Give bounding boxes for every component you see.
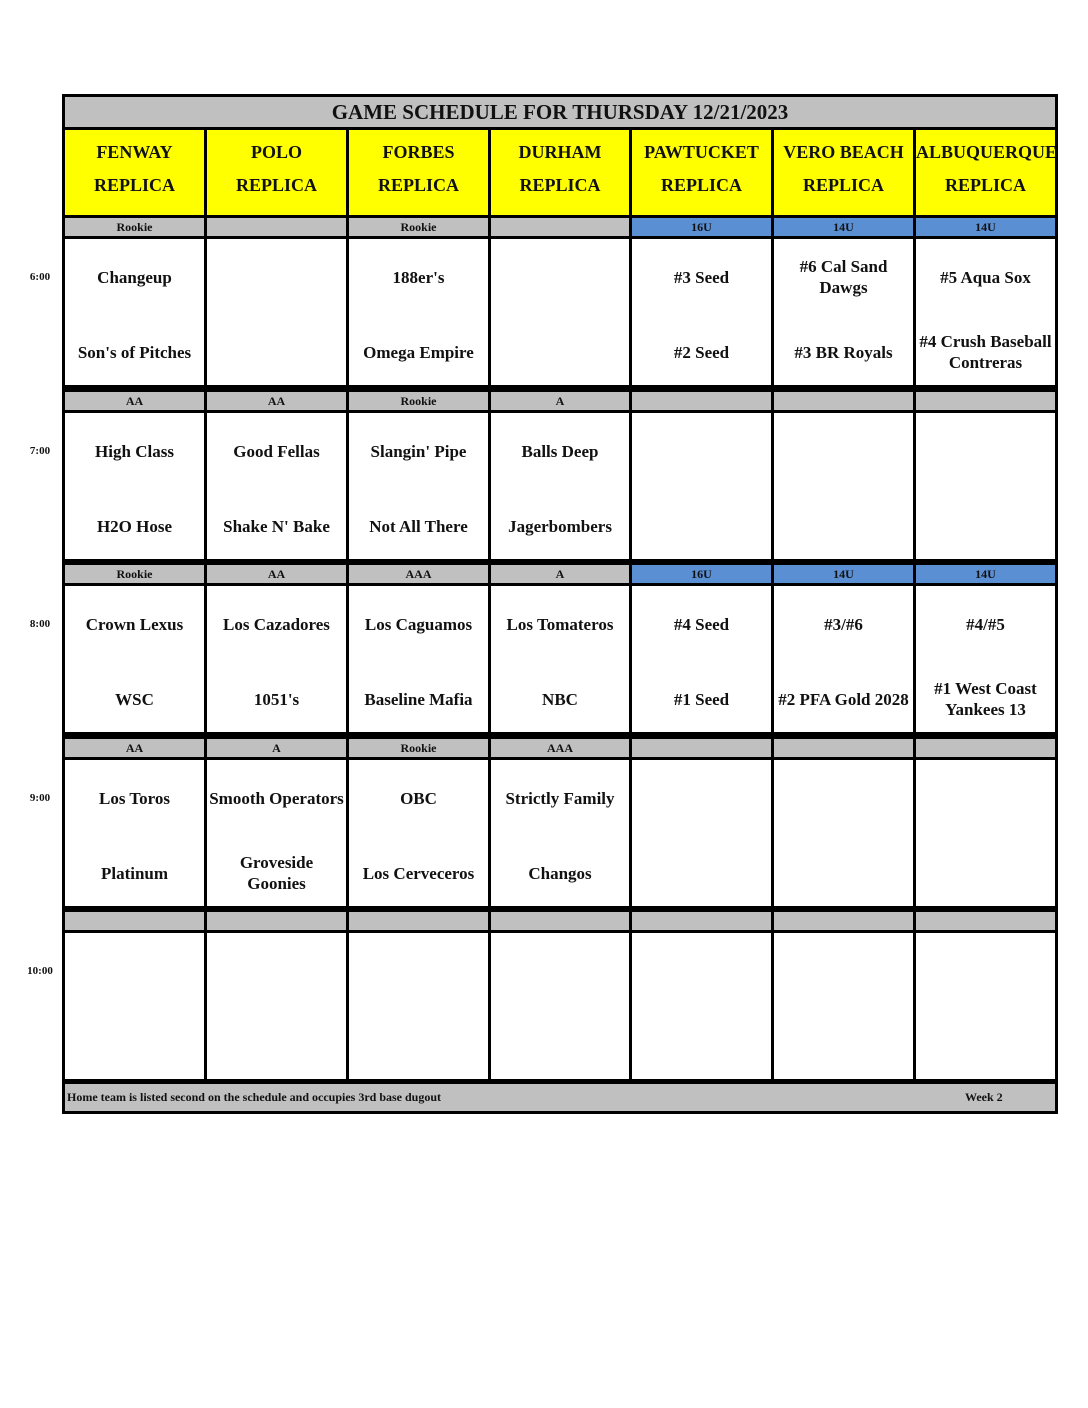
home-team: Changos bbox=[528, 863, 592, 883]
game-cell bbox=[491, 586, 629, 732]
field-sub: REPLICA bbox=[235, 175, 317, 195]
division-label: AAA bbox=[491, 739, 629, 757]
game-cell bbox=[349, 239, 488, 385]
home-team: Baseline Mafia bbox=[364, 689, 473, 709]
field-name: POLO bbox=[250, 142, 302, 162]
home-team: Groveside Goonies bbox=[239, 853, 314, 893]
away-team: Balls Deep bbox=[521, 441, 599, 461]
away-team: Changeup bbox=[97, 267, 172, 287]
away-team: #4 Seed bbox=[673, 614, 730, 634]
division-label: 16U bbox=[632, 565, 771, 583]
footer-bar bbox=[65, 1084, 1055, 1111]
field-sub: REPLICA bbox=[377, 175, 459, 195]
division-label bbox=[632, 392, 771, 410]
game-cell bbox=[491, 933, 629, 1079]
field-header bbox=[491, 130, 629, 215]
away-team: #5 Aqua Sox bbox=[940, 267, 1031, 287]
away-team bbox=[209, 249, 344, 305]
home-team: Los Cerveceros bbox=[362, 863, 475, 883]
division-label bbox=[491, 218, 629, 236]
game-cell bbox=[774, 586, 913, 732]
home-team: Jagerbombers bbox=[508, 516, 612, 536]
game-cell bbox=[916, 760, 1055, 906]
away-team: OBC bbox=[400, 788, 437, 808]
schedule-table bbox=[62, 94, 1058, 1114]
home-team bbox=[634, 845, 769, 901]
game-cell bbox=[774, 413, 913, 559]
away-team bbox=[776, 770, 911, 826]
home-team bbox=[209, 1018, 344, 1074]
game-cell bbox=[491, 239, 629, 385]
field-sub: REPLICA bbox=[944, 175, 1026, 195]
home-team: #2 Seed bbox=[673, 342, 730, 362]
home-team: WSC bbox=[115, 689, 154, 709]
home-team bbox=[918, 845, 1053, 901]
field-name: FORBES bbox=[382, 142, 455, 162]
division-label bbox=[207, 218, 346, 236]
away-team: Los Caguamos bbox=[364, 614, 473, 634]
field-sub: REPLICA bbox=[802, 175, 884, 195]
game-cell bbox=[632, 239, 771, 385]
game-cell bbox=[349, 413, 488, 559]
away-team bbox=[493, 249, 627, 305]
away-team: #3/#6 bbox=[824, 614, 863, 634]
game-cell bbox=[491, 760, 629, 906]
division-label bbox=[916, 739, 1055, 757]
field-name: FENWAY bbox=[96, 142, 173, 162]
field-header bbox=[349, 130, 488, 215]
away-team bbox=[776, 943, 911, 999]
game-cell bbox=[491, 413, 629, 559]
away-team: #6 Cal Sand Dawgs bbox=[799, 257, 888, 297]
game-cell bbox=[916, 239, 1055, 385]
division-label: A bbox=[491, 392, 629, 410]
game-cell bbox=[207, 586, 346, 732]
away-team: Los Toros bbox=[98, 788, 171, 808]
time-label: 9:00 bbox=[29, 792, 51, 804]
time-label: 7:00 bbox=[29, 445, 51, 457]
away-team bbox=[634, 770, 769, 826]
division-label: 16U bbox=[632, 218, 771, 236]
division-label: AA bbox=[65, 739, 204, 757]
home-team bbox=[493, 324, 627, 380]
division-label bbox=[349, 912, 488, 930]
field-sub: REPLICA bbox=[93, 175, 175, 195]
home-team: #3 BR Royals bbox=[794, 342, 893, 362]
division-label bbox=[65, 912, 204, 930]
home-team: #1 Seed bbox=[673, 689, 730, 709]
division-label: AA bbox=[207, 565, 346, 583]
division-label: Rookie bbox=[65, 218, 204, 236]
home-team bbox=[776, 1018, 911, 1074]
game-cell bbox=[632, 760, 771, 906]
home-team: 1051's bbox=[253, 689, 300, 709]
schedule-title: GAME SCHEDULE FOR THURSDAY 12/21/2023 bbox=[65, 97, 1055, 127]
division-label: AAA bbox=[349, 565, 488, 583]
away-team bbox=[918, 423, 1053, 479]
field-sub: REPLICA bbox=[519, 175, 601, 195]
division-label: AA bbox=[207, 392, 346, 410]
home-team: #2 PFA Gold 2028 bbox=[778, 689, 909, 709]
away-team: Los Cazadores bbox=[223, 614, 330, 634]
division-label bbox=[774, 912, 913, 930]
home-team: Not All There bbox=[369, 516, 468, 536]
field-header bbox=[207, 130, 346, 215]
away-team bbox=[351, 943, 486, 999]
division-label: 14U bbox=[916, 565, 1055, 583]
home-team bbox=[918, 498, 1053, 554]
division-label bbox=[207, 912, 346, 930]
field-sub: REPLICA bbox=[660, 175, 742, 195]
game-cell bbox=[774, 933, 913, 1079]
game-cell bbox=[207, 239, 346, 385]
division-label: AA bbox=[65, 392, 204, 410]
field-name: PAWTUCKET bbox=[644, 142, 759, 162]
division-label: A bbox=[491, 565, 629, 583]
division-label bbox=[916, 912, 1055, 930]
field-header bbox=[916, 130, 1058, 215]
home-team bbox=[776, 498, 911, 554]
away-team: Crown Lexus bbox=[85, 614, 184, 634]
away-team bbox=[209, 943, 344, 999]
game-cell bbox=[349, 760, 488, 906]
division-label: Rookie bbox=[65, 565, 204, 583]
division-label: 14U bbox=[916, 218, 1055, 236]
home-team bbox=[351, 1018, 486, 1074]
game-cell bbox=[916, 586, 1055, 732]
division-label bbox=[632, 912, 771, 930]
home-team bbox=[67, 1018, 202, 1074]
away-team: Slangin' Pipe bbox=[370, 441, 467, 461]
away-team: #3 Seed bbox=[673, 267, 730, 287]
game-cell bbox=[207, 933, 346, 1079]
division-label bbox=[491, 912, 629, 930]
division-label: 14U bbox=[774, 218, 913, 236]
game-cell bbox=[916, 933, 1055, 1079]
division-label: Rookie bbox=[349, 739, 488, 757]
game-cell bbox=[349, 586, 488, 732]
home-team bbox=[634, 1018, 769, 1074]
game-cell bbox=[916, 413, 1055, 559]
away-team bbox=[918, 770, 1053, 826]
game-cell bbox=[65, 586, 204, 732]
time-label: 10:00 bbox=[27, 965, 53, 977]
division-label bbox=[916, 392, 1055, 410]
away-team bbox=[776, 423, 911, 479]
home-team bbox=[209, 324, 344, 380]
field-header bbox=[774, 130, 913, 215]
away-team: Los Tomateros bbox=[506, 614, 614, 634]
home-team bbox=[918, 1018, 1053, 1074]
division-label bbox=[774, 739, 913, 757]
home-team: Shake N' Bake bbox=[223, 516, 330, 536]
away-team: Good Fellas bbox=[233, 441, 320, 461]
division-label bbox=[774, 392, 913, 410]
home-team-note: Home team is listed second on the schedule and occupies 3rd base dugout bbox=[67, 1090, 442, 1104]
field-name: DURHAM bbox=[518, 142, 602, 162]
away-team: High Class bbox=[95, 441, 174, 461]
division-label: 14U bbox=[774, 565, 913, 583]
game-cell bbox=[65, 239, 204, 385]
game-cell bbox=[774, 239, 913, 385]
division-label: A bbox=[207, 739, 346, 757]
home-team bbox=[634, 498, 769, 554]
home-team: #4 Crush Baseball Contreras bbox=[919, 332, 1052, 372]
game-cell bbox=[774, 760, 913, 906]
field-name: VERO BEACH bbox=[783, 142, 904, 162]
away-team: Smooth Operators bbox=[209, 788, 344, 808]
home-team: NBC bbox=[542, 689, 578, 709]
home-team: Platinum bbox=[100, 863, 169, 883]
time-label: 8:00 bbox=[29, 618, 51, 630]
week-label: Week 2 bbox=[965, 1090, 1003, 1104]
division-label: Rookie bbox=[349, 392, 488, 410]
away-team bbox=[493, 943, 627, 999]
game-cell bbox=[65, 413, 204, 559]
field-header bbox=[632, 130, 771, 215]
game-cell bbox=[632, 933, 771, 1079]
division-label: Rookie bbox=[349, 218, 488, 236]
home-team: Omega Empire bbox=[363, 342, 474, 362]
away-team bbox=[634, 943, 769, 999]
home-team bbox=[493, 1018, 627, 1074]
away-team: #4/#5 bbox=[966, 614, 1005, 634]
home-team: H2O Hose bbox=[96, 516, 173, 536]
time-label: 6:00 bbox=[29, 271, 51, 283]
field-header bbox=[65, 130, 204, 215]
game-cell bbox=[207, 760, 346, 906]
game-cell bbox=[207, 413, 346, 559]
game-cell bbox=[632, 413, 771, 559]
away-team: Strictly Family bbox=[505, 788, 615, 808]
home-team: #1 West Coast Yankees 13 bbox=[934, 679, 1037, 719]
away-team bbox=[67, 943, 202, 999]
away-team: 188er's bbox=[392, 267, 445, 287]
home-team bbox=[776, 845, 911, 901]
field-name: ALBUQUERQUE bbox=[916, 142, 1058, 162]
away-team bbox=[634, 423, 769, 479]
game-cell bbox=[65, 933, 204, 1079]
away-team bbox=[918, 943, 1053, 999]
game-cell bbox=[349, 933, 488, 1079]
game-cell bbox=[632, 586, 771, 732]
division-label bbox=[632, 739, 771, 757]
game-cell bbox=[65, 760, 204, 906]
home-team: Son's of Pitches bbox=[77, 342, 192, 362]
